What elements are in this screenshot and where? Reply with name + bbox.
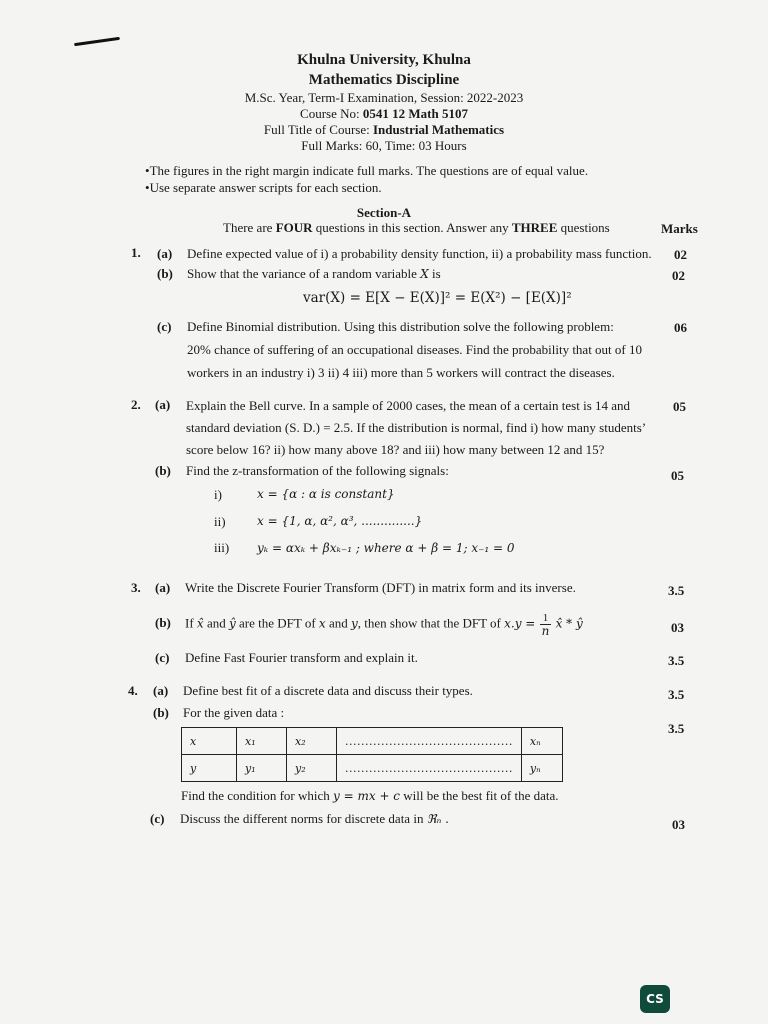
part-label: (c) xyxy=(150,811,165,826)
question-text: Find the condition for which y = mx + c will be the best fit of the data. xyxy=(181,788,559,803)
instruction-item: •The figures in the right margin indicate full marks. The questions are of equal value. xyxy=(145,163,589,178)
signal-expression: x = {α : α is constant} xyxy=(257,487,395,501)
part-label: (a) xyxy=(157,246,173,261)
signal-expression: yₖ = αxₖ + βxₖ₋₁ ; where α + β = 1; x₋₁ = 0 xyxy=(257,541,515,555)
question-text: Find the z-transformation of the following signals: xyxy=(186,463,449,478)
question-marks: 03 xyxy=(671,620,684,635)
question-text: Discuss the different norms for discrete data in ℜₙ . xyxy=(180,811,449,826)
question-marks: 06 xyxy=(674,320,687,335)
question-text: 20% chance of suffering of an occupational diseases. Find the probability that out of 10 xyxy=(187,342,642,357)
question-text: For the given data : xyxy=(183,705,285,720)
table-cell: y xyxy=(182,755,237,782)
table-cell: x₂ xyxy=(287,728,337,755)
marks-time: Full Marks: 60, Time: 03 Hours xyxy=(301,138,467,153)
exam-title: M.Sc. Year, Term-I Examination, Session: 2022-2023 xyxy=(244,90,524,105)
table-cell: yₙ xyxy=(521,755,562,782)
question-marks: 3.5 xyxy=(668,653,685,668)
part-label: (c) xyxy=(155,650,170,665)
course-number: Course No: 0541 12 Math 5107 xyxy=(300,106,468,121)
question-text: Define best fit of a discrete data and discuss their types. xyxy=(183,683,473,698)
sub-item-label: iii) xyxy=(214,540,230,555)
camscanner-logo: CS xyxy=(640,985,670,1013)
section-instruction: There are FOUR questions in this section. Answer any THREE questions xyxy=(223,220,610,235)
question-text: Define Binomial distribution. Using this distribution solve the following problem: xyxy=(187,319,614,334)
table-row xyxy=(182,755,563,782)
question-number: 4. xyxy=(128,683,138,698)
instruction-item: •Use separate answer scripts for each section. xyxy=(145,180,382,195)
bullet-icon: • xyxy=(145,163,150,178)
discipline-name: Mathematics Discipline xyxy=(308,72,460,88)
question-text: Define expected value of i) a probability density function, ii) a probability mass function. xyxy=(187,246,652,261)
part-label: (a) xyxy=(153,683,169,698)
question-marks: 05 xyxy=(671,468,684,483)
table-cell: x xyxy=(182,728,237,755)
pen-mark xyxy=(74,37,120,46)
part-label: (b) xyxy=(155,463,171,478)
question-marks: 02 xyxy=(674,247,687,262)
university-name: Khulna University, Khulna xyxy=(297,52,471,68)
question-text: Explain the Bell curve. In a sample of 2000 cases, the mean of a certain test is 14 and xyxy=(186,398,631,413)
question-marks: 03 xyxy=(672,817,685,832)
sub-item-label: ii) xyxy=(214,514,226,529)
part-label: (a) xyxy=(155,580,171,595)
sub-item-label: i) xyxy=(214,487,222,502)
question-text: Write the Discrete Fourier Transform (DFT) in matrix form and its inverse. xyxy=(185,580,576,595)
variance-formula: var(X) = E[X − E(X)]² = E(X²) − [E(X)]² xyxy=(303,290,572,306)
question-marks: 02 xyxy=(672,268,685,283)
table-cell: y₁ xyxy=(237,755,287,782)
table-row xyxy=(182,728,563,755)
bullet-icon: • xyxy=(145,180,150,195)
question-marks: 3.5 xyxy=(668,583,685,598)
question-marks: 05 xyxy=(673,399,686,414)
table-cell: .......................................... xyxy=(337,755,522,782)
table-cell: .......................................... xyxy=(337,728,522,755)
section-title: Section-A xyxy=(356,205,412,220)
data-table xyxy=(181,727,563,782)
question-marks: 3.5 xyxy=(668,687,685,702)
course-title: Full Title of Course: Industrial Mathematics xyxy=(263,122,505,137)
table-cell: xₙ xyxy=(521,728,562,755)
question-number: 2. xyxy=(131,397,141,412)
question-text: If x̂ and ŷ are the DFT of x and y, then show that the DFT of x.y = $\frac{1}{n}$ x̂ * ŷ xyxy=(185,612,583,638)
table-cell: x₁ xyxy=(237,728,287,755)
part-label: (b) xyxy=(155,615,171,630)
question-marks: 3.5 xyxy=(668,721,685,736)
part-label: (b) xyxy=(157,266,173,281)
signal-expression: x = {1, α, α², α³, ..............} xyxy=(257,514,423,528)
part-label: (c) xyxy=(157,319,172,334)
table-cell: y₂ xyxy=(287,755,337,782)
question-text: standard deviation (S. D.) = 2.5. If the distribution is normal, find i) how many students’ xyxy=(186,420,647,435)
question-text: score below 16? ii) how many above 18? and iii) how many between 12 and 15? xyxy=(186,442,605,457)
part-label: (b) xyxy=(153,705,169,720)
fraction: $\frac{1}{n}$ xyxy=(541,612,550,638)
part-label: (a) xyxy=(155,397,171,412)
marks-heading: Marks xyxy=(661,221,698,236)
question-text: Show that the variance of a random variable X is xyxy=(187,266,441,281)
question-number: 1. xyxy=(131,245,141,260)
question-text: Define Fast Fourier transform and explain it. xyxy=(185,650,418,665)
question-text: workers in an industry i) 3 ii) 4 iii) more than 5 workers will contract the diseases. xyxy=(187,365,615,380)
question-number: 3. xyxy=(131,580,141,595)
